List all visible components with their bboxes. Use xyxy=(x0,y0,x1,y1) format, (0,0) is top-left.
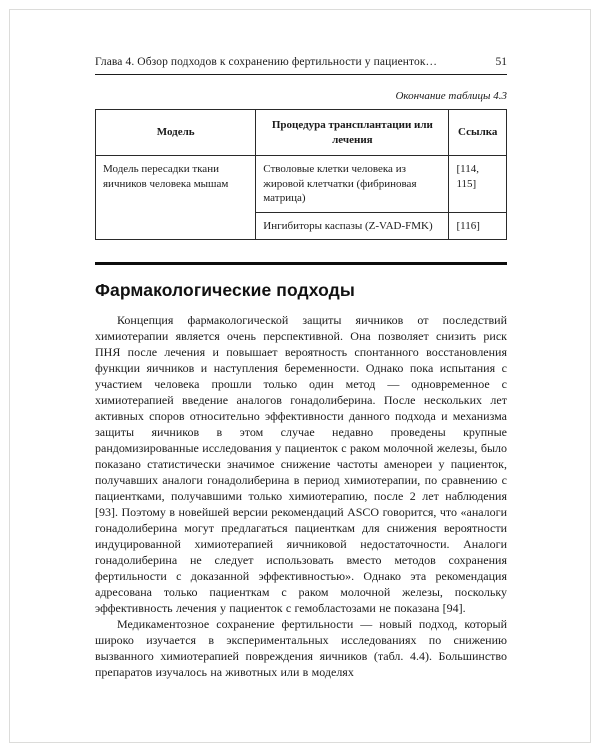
paragraph-pharmacological-protection: Концепция фармакологической защиты яичников от последствий химиотерапии является очень перспективной. Она позволяет снизить риск ПНЯ после лечения и повышает вероятность спонтанного восстановления функции яичников и наступления беременности. Однако пока испытания с участием человека прошли только один метод — одновременное с химиотерапией введение аналогов гонадолиберина. После нескольких лет активных споров относительно эффективности данного подхода и механизма защиты яичников в этом случае недавно проведены крупные рандомизированные исследования у пациенток с раком молочной железы, было показано статистически значимое снижение частоты аменореи у пациенток, получавших аналоги гонадолиберина в период химиотерапии, по сравнению с пациентками, получавшими только химиотерапию, после 2 лет наблюдения [93]. Поэтому в новейшей версии рекомендаций ASCO говорится, что «аналоги гонадолиберина могут предлагаться пациенткам для снижения вероятности индуцированной химиотерапией яичниковой недостаточности. Аналоги гонадолиберина не следует использовать вместо методов сохранения фертильности с доказанной эффективностью». Однако эта рекомендация адресована только пациенткам с раком молочной железы, поскольку эффективность лечения у пациенток с гемобластозами не показана [94]. xyxy=(95,313,507,615)
col-header-procedure: Процедура трансплантации или лечения xyxy=(256,110,449,156)
cell-reference: [114, 115] xyxy=(449,156,507,213)
col-header-model: Модель xyxy=(96,110,256,156)
running-header xyxy=(95,56,507,75)
table-header-row xyxy=(96,110,507,156)
section-divider xyxy=(95,262,507,265)
table-caption: Окончание таблицы 4.3 xyxy=(395,90,507,102)
table-row xyxy=(96,156,507,213)
paragraph-medicinal-preservation: Медикаментозное сохранение фертильности — новый подход, который широко изучается в экспериментальных исследованиях по снижению вызванного химиотерапией повреждения яичников (табл. 4.4). Большинство препаратов изучалось на животных или в моделях xyxy=(95,617,507,679)
section-heading: Фармакологические подходы xyxy=(95,280,355,300)
cell-procedure: Стволовые клетки человека из жировой клетчатки (фибриновая матрица) xyxy=(256,156,449,213)
page-number: 51 xyxy=(495,56,507,68)
cell-procedure: Ингибиторы каспазы (Z-VAD-FMK) xyxy=(256,212,449,240)
cell-model: Модель пересадки ткани яичников человека мышам xyxy=(96,156,256,240)
fertility-models-table xyxy=(95,109,507,240)
cell-reference: [116] xyxy=(449,212,507,240)
chapter-title: Глава 4. Обзор подходов к сохранению фертильности у пациенток… xyxy=(95,56,438,68)
col-header-reference: Ссылка xyxy=(449,110,507,156)
page-content xyxy=(95,56,507,680)
